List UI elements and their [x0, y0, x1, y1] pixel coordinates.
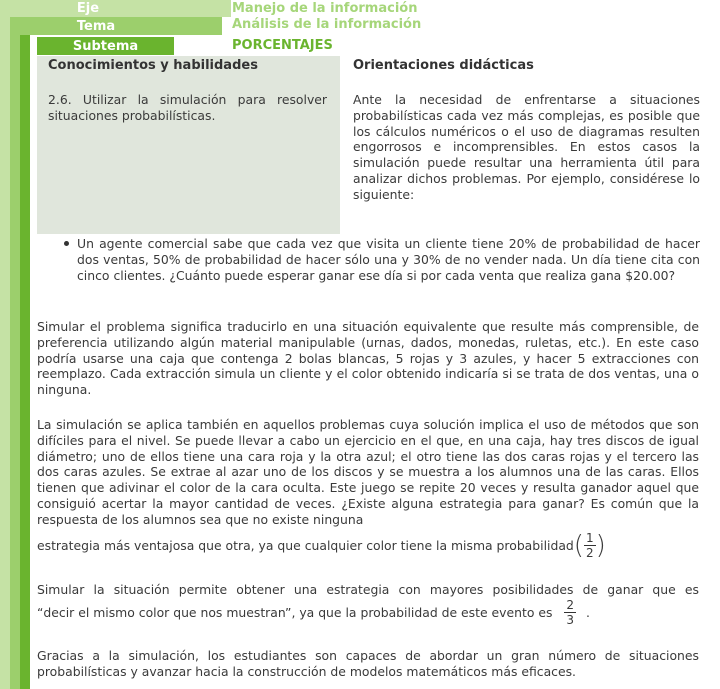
fraction-one-half	[584, 531, 596, 560]
fraction-one-half-num: 1	[585, 531, 594, 545]
open-paren: (	[573, 530, 584, 561]
fraction-one-half-den: 2	[585, 546, 594, 560]
paragraph-3-tail: .	[586, 605, 590, 620]
paragraph-2: La simulación se aplica también en aquellos problemas cuya solución implica el uso de métodos que son difíciles para el nivel. Se puede llevar a cabo un ejercicio en el que, en una caja, hay tres discos de igual diámetro; uno de ellos tiene una cara roja y la otra azul; el otro tiene las dos caras rojas y el tercero las dos caras azules. Se extrae al azar uno de los discos y se muestra a los alumnos una de las caras. Ellos tienen que adivinar el color de la cara oculta. Este juego se repite 20 veces y resulta ganador aquel que consiguió acertar la mayor cantidad de veces. ¿Existe alguna estrategia para ganar? Es común que la respuesta de los alumnos sea que no existe ninguna	[37, 417, 699, 527]
subtema-value: PORCENTAJES	[232, 38, 333, 53]
fraction-two-thirds-den: 3	[566, 613, 575, 627]
left-stripe-mid	[10, 17, 20, 689]
left-stripe-dark	[20, 35, 30, 689]
bullet-item: Un agente comercial sabe que cada vez que visita un cliente tiene 20% de probabilidad de hacer dos ventas, 50% de probabilidad de hacer sólo una y 30% de no vender nada. Un día tiene cita con cinco clientes. ¿Cuánto puede esperar ganar ese día si por cada venta que realiza gana $20.00?	[77, 236, 700, 283]
fraction-two-thirds	[564, 598, 576, 627]
tema-label: Tema	[76, 19, 116, 34]
left-stripe-light	[0, 0, 10, 689]
orientations-heading: Orientaciones didácticas	[353, 58, 534, 73]
eje-value: Manejo de la información	[232, 1, 418, 16]
paragraph-3-line-2	[37, 598, 590, 627]
paragraph-3-line-2-text: “decir el mismo color que nos muestran”, ya que la probabilidad de este evento es	[37, 605, 553, 620]
subtema-label: Subtema	[72, 39, 139, 54]
bullet-dot	[64, 241, 69, 246]
eje-label: Eje	[76, 1, 100, 16]
tema-value: Análisis de la información	[232, 17, 422, 32]
paragraph-4: Gracias a la simulación, los estudiantes son capaces de abordar un gran número de situaciones probabilísticas y avanzar hacia la construcción de modelos matemáticos más eficaces.	[37, 648, 699, 679]
orientations-text: Ante la necesidad de enfrentarse a situaciones probabilísticas cada vez más complejas, es posible que los cálculos numéricos o el uso de diagramas resulten engorrosos e incomprensibles. En estos casos la simulación puede resultar una herramienta útil para analizar dichos problemas. Por ejemplo, considérese lo siguiente:	[353, 92, 700, 202]
knowledge-heading: Conocimientos y habilidades	[48, 58, 258, 73]
fraction-two-thirds-num: 2	[566, 598, 575, 612]
knowledge-box	[37, 56, 340, 234]
paragraph-1: Simular el problema significa traducirlo en una situación equivalente que resulte más comprensible, de preferencia utilizando algún material manipulable (urnas, dados, monedas, ruletas, etc.). En este caso podría usarse una caja que contenga 2 bolas blancas, 5 rojas y 3 azules, y hacer 5 extracciones con reemplazo. Cada extracción simula un cliente y el color obtenido indicaría si se trata de dos ventas, una o ninguna.	[37, 319, 699, 398]
close-paren: )	[595, 530, 606, 561]
paragraph-2-end-text: estrategia más ventajosa que otra, ya que cualquier color tiene la misma probabilidad	[37, 538, 574, 553]
paragraph-3-line-1: Simular la situación permite obtener una estrategia con mayores posibilidades de ganar que es	[37, 582, 699, 597]
paragraph-2-end	[37, 531, 699, 560]
knowledge-text: 2.6. Utilizar la simulación para resolver situaciones probabilísticas.	[48, 92, 327, 123]
